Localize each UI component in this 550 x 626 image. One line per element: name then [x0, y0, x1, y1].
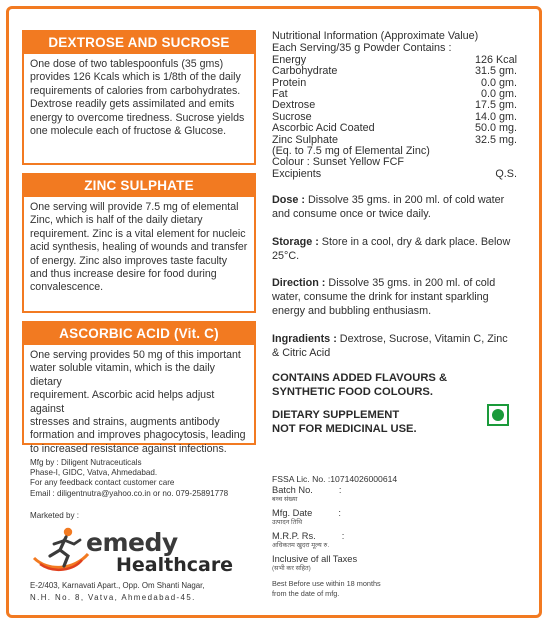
dietary-notice [272, 409, 517, 436]
mrp [272, 531, 517, 542]
notice-line: SYNTHETIC FOOD COLOURS. [272, 385, 433, 398]
mfg-date-colon: : [338, 508, 341, 518]
marketed-by-label: Marketed by : [30, 511, 80, 520]
mrp-label: M.R.P. Rs. [272, 531, 316, 541]
fssai-license: FSSA Lic. No. :10714026000614 [272, 474, 398, 484]
section-title: ASCORBIC ACID (Vit. C) [24, 323, 254, 345]
nutrient-name: Dextrose [272, 99, 316, 112]
section-line: One dose of two tablespoonfuls (35 gms) [30, 58, 224, 70]
manufacturer-info [30, 458, 260, 499]
section-line: convalescence. [30, 281, 104, 294]
section-line: formation and improves phagocytosis, leading [30, 429, 246, 442]
nutrient-value: Q.S. [495, 167, 517, 180]
nutrient-value: 126 Kcal [474, 53, 517, 66]
section-line: acid synthesis, healing of wounds and transfer [30, 241, 248, 254]
section-body [24, 345, 254, 461]
section-line: to increased resistance against infections. [30, 442, 227, 455]
nutrient-name: Colour : Sunset Yellow FCF [272, 156, 405, 169]
nutrition-title: Nutritional Information (Approximate Value) [272, 30, 479, 42]
remedy-healthcare-logo [30, 524, 260, 576]
section-line: provides 126 Kcals which is 1/8th of the daily [30, 71, 241, 84]
dose-label: Dose : [272, 194, 305, 207]
veg-dot [492, 409, 504, 421]
section-line: of energy. Zinc also improves taste faculty [30, 254, 228, 267]
right-column [272, 30, 517, 436]
best-before [272, 579, 517, 598]
nutrient-name: (Eq. to 7.5 mg of Elemental Zinc) [272, 145, 430, 158]
section-line: Dextrose readily gets assimilated and emits [30, 98, 235, 111]
section-line: water soluble vitamin, which is the daily dietary [30, 362, 215, 388]
running-man-icon [30, 524, 92, 576]
nutrient-name: Carbohydrate [272, 65, 338, 78]
dose-instructions [272, 194, 517, 222]
ingredients [272, 333, 517, 361]
best-before-line: Best Before use within 18 months [272, 579, 381, 588]
regulatory-info [272, 474, 517, 598]
taxes-hindi: (सभी कर सहित) [272, 565, 311, 572]
section-dextrose-sucrose [22, 30, 256, 165]
left-column [22, 30, 256, 453]
logo-word-healthcare: Healthcare [116, 554, 234, 576]
nutrient-name: Zinc Sulphate [272, 133, 339, 146]
nutrient-value: 31.5 gm. [474, 65, 517, 78]
mfg-line: For any feedback contact customer care [30, 478, 175, 488]
section-line: energy to overcome tiredness. Sucrose yields [30, 111, 245, 124]
nutrient-name: Protein [272, 76, 307, 89]
mfg-line: Email : diligentnutra@yahoo.co.in or no. 079-25891778 [30, 488, 229, 498]
notice-line: DIETARY SUPPLEMENT [272, 409, 400, 422]
mrp-colon: : [341, 531, 345, 541]
nutrient-name: Energy [272, 53, 307, 66]
mfg-date [272, 508, 517, 519]
nutrition-row [272, 169, 517, 180]
section-body [24, 197, 254, 300]
mfg-line: Phase-I, GIDC, Vatva, Ahmedabad. [30, 468, 158, 478]
marketer-address [30, 580, 260, 604]
mfg-line: Mfg by : Diligent Nutraceuticals [30, 458, 142, 467]
address-line: N.H. No. 8, Vatva, Ahmedabad-45. [30, 593, 196, 602]
mrp-hindi: अधिकतम खुदरा मूल्य रु. [272, 542, 330, 549]
section-line: One serving provides 50 mg of this important [30, 349, 241, 361]
batch-hindi: बथ्च संख्या [272, 496, 298, 503]
mfg-date-hindi: उत्पादन तिथि [272, 519, 303, 526]
dose-text: Dissolve 35 gms. in 200 ml. of cold water and consume once or twice daily. [272, 194, 505, 221]
direction-instructions [272, 277, 517, 318]
notice-line: CONTAINS ADDED FLAVOURS & [272, 372, 448, 385]
best-before-line: from the date of mfg. [272, 588, 340, 598]
storage-text: Store in a cool, dry & dark place. Below 25°C. [272, 235, 511, 262]
batch-number [272, 485, 517, 496]
ingredients-text: Dextrose, Sucrose, Vitamin C, Zinc & Citric Acid [272, 332, 508, 359]
batch-label: Batch No. [272, 485, 313, 495]
nutrition-row [272, 123, 517, 134]
nutrient-value: 32.5 mg. [474, 133, 517, 146]
direction-label: Direction : [272, 277, 326, 290]
notice-line: NOT FOR MEDICINAL USE. [272, 422, 417, 435]
section-title: ZINC SULPHATE [24, 175, 254, 197]
section-line: stresses and strains, augments antibody [30, 416, 220, 429]
taxes-label: Inclusive of all Taxes [272, 554, 358, 564]
nutrition-serving: Each Serving/35 g Powder Contains : [272, 42, 452, 55]
nutrition-table [272, 55, 517, 180]
nutrient-name: Excipients [272, 167, 322, 180]
ingredients-label: Ingradients : [272, 332, 337, 345]
nutrient-name: Ascorbic Acid Coated [272, 122, 375, 135]
section-line: requirements of calories from carbohydrates. [30, 84, 241, 97]
section-line: Zinc, which is half of the daily dietary [30, 214, 203, 227]
nutrient-value: 14.0 gm. [474, 110, 517, 123]
nutrient-value: 0.0 gm. [480, 76, 517, 89]
nutrition-row [272, 66, 517, 77]
section-line: One serving will provide 7.5 mg of elemental [30, 201, 239, 213]
nutrient-name: Fat [272, 88, 288, 101]
direction-text: Dissolve 35 gms. in 200 ml. of cold water, consume the drink for instant sparkling energy and bubbling enthusiasm. [272, 277, 496, 318]
section-line: requirement. Zinc is a vital element for nucleic [30, 227, 246, 240]
nutrient-value: 17.5 gm. [474, 99, 517, 112]
section-ascorbic-acid [22, 321, 256, 455]
nutrient-value: 0.0 gm. [480, 88, 517, 101]
section-body [24, 54, 254, 143]
nutrient-name: Sucrose [272, 110, 312, 123]
nutrient-value: 50.0 mg. [474, 122, 517, 135]
batch-colon: : [338, 485, 342, 495]
section-zinc-sulphate [22, 173, 256, 313]
section-line: one molecule each of fructose & Glucose. [30, 125, 227, 138]
mfg-date-label: Mfg. Date [272, 508, 313, 518]
logo-word-emedy: emedy [86, 528, 178, 557]
section-line: and thus increase desire for food during [30, 268, 217, 281]
section-line: requirement. Ascorbic acid helps adjust against [30, 389, 215, 415]
flavour-notice [272, 372, 517, 399]
section-title: DEXTROSE AND SUCROSE [24, 32, 254, 54]
storage-label: Storage : [272, 235, 319, 248]
storage-instructions [272, 236, 517, 264]
veg-symbol-icon [487, 404, 509, 426]
address-line: E-2/403, Karnavati Apart., Opp. Om Shanti Nagar, [30, 581, 205, 590]
